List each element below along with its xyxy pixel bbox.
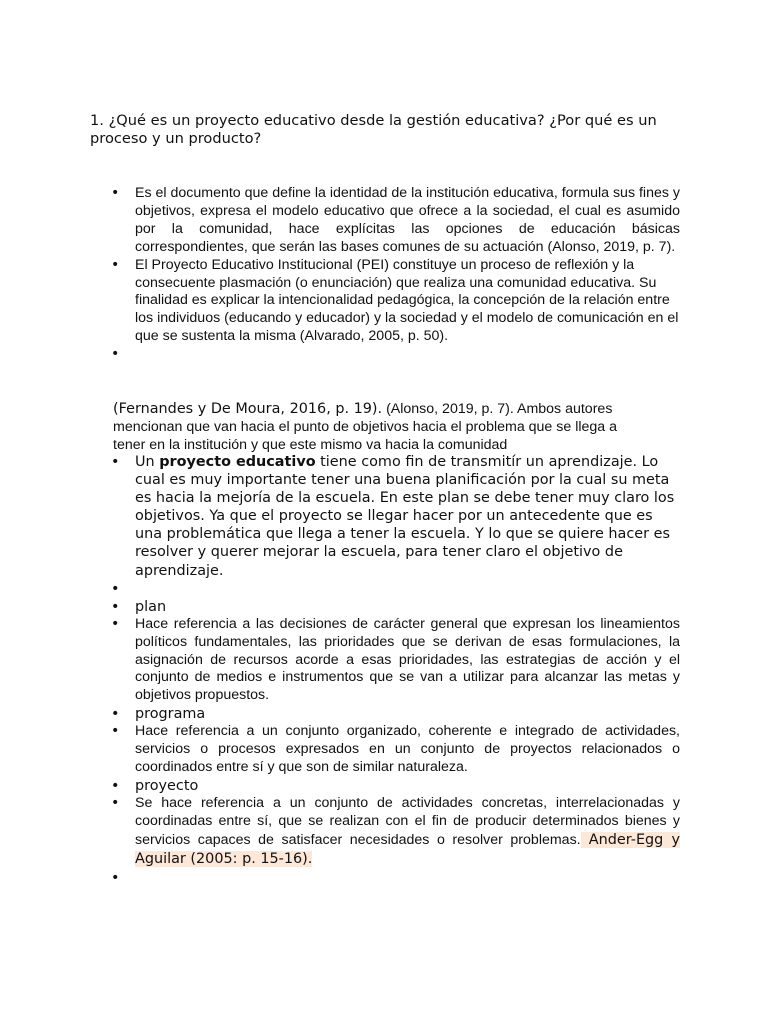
bullet-icon: • <box>111 185 120 201</box>
list-item <box>90 616 680 706</box>
bullet-icon: • <box>111 723 120 740</box>
proyecto-educativo-term: proyecto educativo <box>159 454 316 470</box>
programa-definition: Hace referencia a un conjunto organizado, coherente e integrado de actividades, servicios o procesos expresados en un conjunto de proyectos relacionados o coordinados entre sí y que son de similar naturaleza. <box>135 723 680 776</box>
list-item <box>90 598 680 616</box>
list-item-empty <box>90 346 680 364</box>
bullet-icon: • <box>111 778 120 795</box>
citation-fernandes: (Fernandes y De Moura, 2016, p. 19). <box>113 401 383 417</box>
list-item-empty <box>90 869 680 887</box>
plan-label: plan <box>135 598 167 615</box>
definition-alvarado: El Proyecto Educativo Institucional (PEI) constituye un proceso de reflexión y la consecuente plasmación (o enunciación) que realiza una comunidad educativa. Su finalidad es explicar la intencionalidad pedagógica, la concepción de la relación entre los individuos (educando y educador) y la sociedad y el modelo de comunicación en el que se sustenta la misma (Alvarado, 2005, p. 50). <box>135 256 679 345</box>
bullet-icon: • <box>111 454 120 470</box>
list-item <box>90 777 680 795</box>
proyecto-educativo-pre: Un <box>135 454 160 470</box>
proyecto-definition: Se hace referencia a un conjunto de actividades concretas, interrelacionadas y coordinadas entre sí, que se realizan con el fin de producir determinados bienes y servicios capaces de satisfacer necesidades o resolver problemas. <box>135 795 680 848</box>
proyecto-educativo-text: tiene como fin de transmitír un aprendizaje. Lo cual es muy importante tener una buena planificación por la cual su meta es hacia la mejoría de la escuela. En este plan se debe tener muy claro los objetivos. Ya que el proyecto se llegar hacer por un antecedente que es una problemática que llega a tener la escuela. Y lo que se quiere hacer es resolver y querer mejorar la escuela, para tener claro el objetivo de aprendizaje. <box>135 454 675 579</box>
proyecto-label: proyecto <box>135 778 199 795</box>
list-item <box>90 257 680 347</box>
bullet-icon: • <box>111 256 120 273</box>
list-item <box>90 795 680 869</box>
list-item <box>90 185 680 257</box>
plan-definition: Hace referencia a las decisiones de carácter general que expresan los lineamientos políticos fundamentales, las prioridades que se derivan de esas formulaciones, la asignación de recursos acorde a esas prioridades, las estrategias de acción y el conjunto de medios e instrumentos que se van a utilizar para alcanzar las metas y objetivos propuestos. <box>135 615 680 704</box>
bullet-icon: • <box>111 615 120 632</box>
paragraph-text: (Alonso, 2019, p. 7). Ambos autores mencionan que van hacia el punto de objetivos hacia el problema que se llega a tener en la institución y que este mismo va hacia la comunidad <box>113 401 618 453</box>
list-item-empty <box>90 580 680 598</box>
programa-label: programa <box>135 706 206 723</box>
definitions-list <box>90 185 680 364</box>
list-item <box>90 453 680 580</box>
concepts-list <box>90 453 680 887</box>
list-item <box>90 723 680 777</box>
bullet-icon: • <box>111 795 120 812</box>
citation-ander-egg: Ander-Egg y Aguilar (2005: p. 15-16). <box>135 832 681 867</box>
bullet-icon: • <box>111 346 120 363</box>
question-heading: 1. ¿Qué es un proyecto educativo desde la gestión educativa? ¿Por qué es un proceso y un producto? <box>90 112 657 147</box>
bullet-icon: • <box>111 580 120 597</box>
definition-alonso: Es el documento que define la identidad de la institución educativa, formula sus fines y objetivos, expresa el modelo educativo que ofrece a la sociedad, el cual es asumido por la comunidad, hace explícitas las opciones de educación básicas correspondientes, que serán las bases comunes de su actuación (Alonso, 2019, p. 7). <box>135 185 680 255</box>
bullet-icon: • <box>111 869 120 886</box>
bullet-icon: • <box>111 598 120 615</box>
list-item <box>90 705 680 723</box>
bullet-icon: • <box>111 706 120 723</box>
authors-paragraph <box>113 400 653 454</box>
